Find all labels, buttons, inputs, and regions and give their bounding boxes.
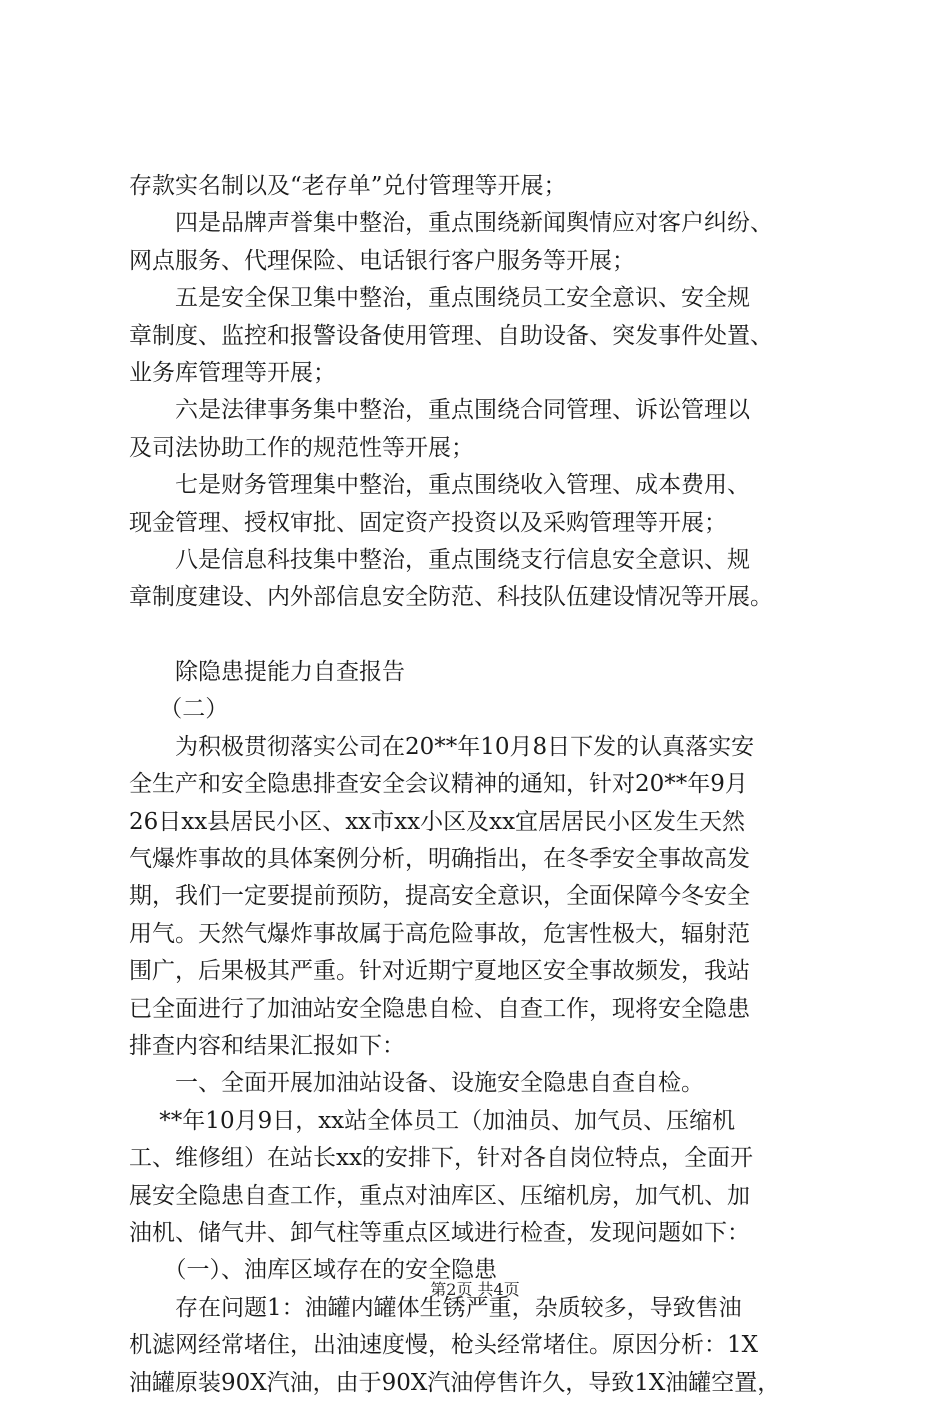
text-line: 围广，后果极其严重。针对近期宁夏地区安全事故频发，我站 (129, 958, 750, 985)
text-line: 存在问题1：油罐内罐体生锈严重，杂质较多，导致售油 (129, 1294, 742, 1321)
text-line: 油机、储气井、卸气柱等重点区域进行检查，发现问题如下： (129, 1219, 750, 1246)
text-line: 排查内容和结果汇报如下： (129, 1032, 405, 1059)
text-line: 期，我们一定要提前预防，提高安全意识，全面保障今冬安全 (129, 883, 750, 910)
text-line: 气爆炸事故的具体案例分析，明确指出，在冬季安全事故高发 (129, 846, 750, 873)
blank-line (129, 617, 849, 654)
text-line: 现金管理、授权审批、固定资产投资以及采购管理等开展； (129, 509, 727, 536)
text-line: 为积极贯彻落实公司在20**年10月8日下发的认真落实安 (129, 733, 755, 760)
text-line: 六是法律事务集中整治，重点围绕合同管理、诉讼管理以 (129, 397, 750, 424)
text-line: 已全面进行了加油站安全隐患自检、自查工作，现将安全隐患 (129, 995, 750, 1022)
text-line: 八是信息科技集中整治，重点围绕支行信息安全意识、规 (129, 546, 750, 573)
text-line: 存款实名制以及“老存单”兑付管理等开展； (129, 173, 567, 199)
text-line: 章制度、监控和报警设备使用管理、自助设备、突发事件处置、 (129, 322, 773, 349)
text-line: 油罐原装90X汽油，由于90X汽油停售许久，导致1X油罐空置， (129, 1369, 781, 1396)
text-line: 一、全面开展加油站设备、设施安全隐患自查自检。 (129, 1070, 704, 1097)
text-line: 五是安全保卫集中整治，重点围绕员工安全意识、安全规 (129, 285, 750, 312)
text-line: 章制度建设、内外部信息安全防范、科技队伍建设情况等开展。 (129, 584, 773, 611)
text-line: 业务库管理等开展； (129, 359, 336, 386)
text-line: **年10月9日，xx站全体员工（加油员、加气员、压缩机 (129, 1107, 736, 1134)
text-line: 全生产和安全隐患排查安全会议精神的通知，针对20**年9月 (129, 771, 748, 798)
text-line: 四是品牌声誉集中整治，重点围绕新闻舆情应对客户纠纷、 (129, 210, 773, 237)
text-line: 26日xx县居民小区、xx市xx小区及xx宜居居民小区发生天然 (129, 808, 746, 835)
text-line: 用气。天然气爆炸事故属于高危险事故，危害性极大，辐射范 (129, 920, 750, 947)
text-line: 工、维修组）在站长xx的安排下，针对各自岗位特点，全面开 (129, 1145, 753, 1172)
page-footer: 第2页 共4页 (430, 1280, 520, 1299)
text-line: 网点服务、代理保险、电话银行客户服务等开展； (129, 247, 635, 274)
text-line: 及司法协助工作的规范性等开展； (129, 434, 474, 461)
text-line: 机滤网经常堵住，出油速度慢，枪头经常堵住。原因分析：1X (129, 1332, 759, 1359)
document-body (129, 168, 849, 1402)
text-line: 七是财务管理集中整治，重点围绕收入管理、成本费用、 (129, 472, 750, 499)
text-line: 展安全隐患自查工作，重点对油库区、压缩机房，加气机、加 (129, 1182, 750, 1209)
text-line: 除隐患提能力自查报告 (129, 659, 405, 686)
text-line: （二） (129, 696, 229, 723)
text-line: （一）、油库区域存在的安全隐患 (129, 1257, 497, 1284)
